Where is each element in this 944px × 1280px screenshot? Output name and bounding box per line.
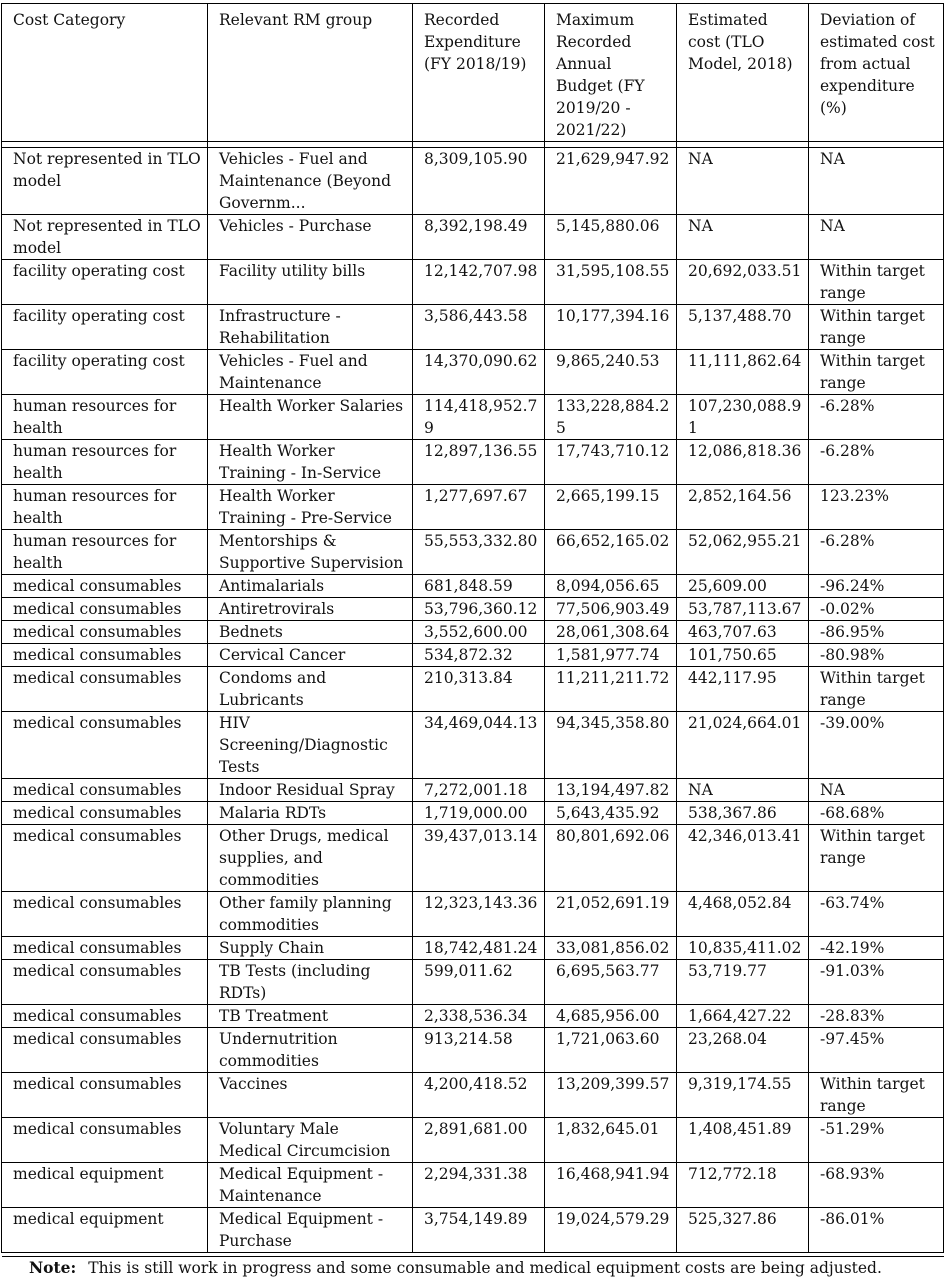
cell-rm-group: Supply Chain	[208, 937, 413, 960]
cell-rm-group: Medical Equipment - Purchase	[208, 1208, 413, 1253]
cost-table	[1, 3, 944, 1253]
cell-rm-group: Infrastructure - Rehabilitation	[208, 305, 413, 350]
table-row	[2, 644, 944, 667]
cell-deviation: -86.95%	[809, 621, 944, 644]
cell-max-budget: 16,468,941.94	[545, 1163, 677, 1208]
header-estimated-cost: Estimated cost (TLO Model, 2018)	[677, 4, 809, 142]
cell-deviation: -0.02%	[809, 598, 944, 621]
cell-estimated-cost: 9,319,174.55	[677, 1073, 809, 1118]
cell-cost-category: human resources for health	[2, 440, 208, 485]
cell-deviation: -28.83%	[809, 1005, 944, 1028]
cell-cost-category: medical consumables	[2, 598, 208, 621]
cell-deviation: -91.03%	[809, 960, 944, 1005]
cell-cost-category: medical consumables	[2, 937, 208, 960]
cell-max-budget: 5,145,880.06	[545, 215, 677, 260]
cell-cost-category: medical consumables	[2, 825, 208, 892]
cell-deviation: Within target range	[809, 260, 944, 305]
cell-recorded-expenditure: 12,142,707.98	[413, 260, 545, 305]
header-deviation: Deviation of estimated cost from actual expenditure (%)	[809, 4, 944, 142]
cell-deviation: -6.28%	[809, 395, 944, 440]
cell-deviation: Within target range	[809, 825, 944, 892]
cell-deviation: -6.28%	[809, 440, 944, 485]
cell-max-budget: 133,228,884.25	[545, 395, 677, 440]
cell-estimated-cost: 712,772.18	[677, 1163, 809, 1208]
cell-cost-category: medical equipment	[2, 1163, 208, 1208]
cell-cost-category: medical consumables	[2, 892, 208, 937]
cell-max-budget: 5,643,435.92	[545, 802, 677, 825]
header-recorded-expenditure: Recorded Expenditure (FY 2018/19)	[413, 4, 545, 142]
cell-rm-group: Other Drugs, medical supplies, and commodities	[208, 825, 413, 892]
cell-recorded-expenditure: 12,323,143.36	[413, 892, 545, 937]
table-row	[2, 712, 944, 779]
cell-estimated-cost: 525,327.86	[677, 1208, 809, 1253]
cell-max-budget: 13,209,399.57	[545, 1073, 677, 1118]
table-row	[2, 260, 944, 305]
cell-rm-group: Medical Equipment - Maintenance	[208, 1163, 413, 1208]
cell-cost-category: medical consumables	[2, 621, 208, 644]
cell-recorded-expenditure: 599,011.62	[413, 960, 545, 1005]
cell-deviation: -86.01%	[809, 1208, 944, 1253]
cell-rm-group: Vehicles - Fuel and Maintenance	[208, 350, 413, 395]
cell-max-budget: 80,801,692.06	[545, 825, 677, 892]
cell-deviation: Within target range	[809, 350, 944, 395]
note-label: Note:	[29, 1258, 77, 1277]
cell-max-budget: 9,865,240.53	[545, 350, 677, 395]
cell-cost-category: medical equipment	[2, 1208, 208, 1253]
cell-cost-category: medical consumables	[2, 802, 208, 825]
cell-estimated-cost: 23,268.04	[677, 1028, 809, 1073]
table-row	[2, 1208, 944, 1253]
table-note	[29, 1258, 882, 1277]
cell-cost-category: medical consumables	[2, 644, 208, 667]
cell-deviation: -97.45%	[809, 1028, 944, 1073]
cell-estimated-cost: 11,111,862.64	[677, 350, 809, 395]
cell-rm-group: TB Tests (including RDTs)	[208, 960, 413, 1005]
cell-deviation: -68.68%	[809, 802, 944, 825]
table-row	[2, 1118, 944, 1163]
cell-estimated-cost: 42,346,013.41	[677, 825, 809, 892]
cell-deviation: NA	[809, 779, 944, 802]
cell-cost-category: medical consumables	[2, 575, 208, 598]
cell-deviation: -80.98%	[809, 644, 944, 667]
cell-rm-group: Cervical Cancer	[208, 644, 413, 667]
cell-recorded-expenditure: 7,272,001.18	[413, 779, 545, 802]
cell-recorded-expenditure: 12,897,136.55	[413, 440, 545, 485]
cell-rm-group: Vehicles - Purchase	[208, 215, 413, 260]
cell-estimated-cost: 25,609.00	[677, 575, 809, 598]
cell-deviation: NA	[809, 215, 944, 260]
cell-recorded-expenditure: 8,392,198.49	[413, 215, 545, 260]
table-row	[2, 485, 944, 530]
header-rm-group: Relevant RM group	[208, 4, 413, 142]
note-text: This is still work in progress and some consumable and medical equipment costs are being adjusted.	[88, 1259, 882, 1277]
cell-estimated-cost: 442,117.95	[677, 667, 809, 712]
cell-cost-category: medical consumables	[2, 1005, 208, 1028]
cell-estimated-cost: 53,719.77	[677, 960, 809, 1005]
cell-max-budget: 13,194,497.82	[545, 779, 677, 802]
cell-rm-group: Antiretrovirals	[208, 598, 413, 621]
cell-max-budget: 77,506,903.49	[545, 598, 677, 621]
table-row	[2, 148, 944, 215]
cell-recorded-expenditure: 913,214.58	[413, 1028, 545, 1073]
header-cost-category: Cost Category	[2, 4, 208, 142]
table-row	[2, 440, 944, 485]
table-row	[2, 937, 944, 960]
cell-estimated-cost: 12,086,818.36	[677, 440, 809, 485]
cell-max-budget: 66,652,165.02	[545, 530, 677, 575]
table-row	[2, 1163, 944, 1208]
cell-rm-group: Health Worker Training - Pre-Service	[208, 485, 413, 530]
cell-rm-group: Antimalarials	[208, 575, 413, 598]
cell-rm-group: Mentorships & Supportive Supervision	[208, 530, 413, 575]
cell-recorded-expenditure: 55,553,332.80	[413, 530, 545, 575]
cell-max-budget: 33,081,856.02	[545, 937, 677, 960]
cell-max-budget: 6,695,563.77	[545, 960, 677, 1005]
table-row	[2, 575, 944, 598]
cell-recorded-expenditure: 39,437,013.14	[413, 825, 545, 892]
cell-estimated-cost: NA	[677, 148, 809, 215]
cell-rm-group: Vaccines	[208, 1073, 413, 1118]
cell-deviation: -63.74%	[809, 892, 944, 937]
cell-deviation: -6.28%	[809, 530, 944, 575]
cell-estimated-cost: 52,062,955.21	[677, 530, 809, 575]
cell-rm-group: Malaria RDTs	[208, 802, 413, 825]
table-row	[2, 825, 944, 892]
cell-rm-group: Undernutrition commodities	[208, 1028, 413, 1073]
table-row	[2, 1028, 944, 1073]
cell-recorded-expenditure: 114,418,952.79	[413, 395, 545, 440]
cell-recorded-expenditure: 210,313.84	[413, 667, 545, 712]
cell-estimated-cost: 4,468,052.84	[677, 892, 809, 937]
cell-max-budget: 94,345,358.80	[545, 712, 677, 779]
cell-cost-category: medical consumables	[2, 1028, 208, 1073]
cell-cost-category: medical consumables	[2, 1073, 208, 1118]
cell-recorded-expenditure: 1,719,000.00	[413, 802, 545, 825]
table-row	[2, 530, 944, 575]
cell-deviation: Within target range	[809, 1073, 944, 1118]
cell-max-budget: 11,211,211.72	[545, 667, 677, 712]
cell-recorded-expenditure: 34,469,044.13	[413, 712, 545, 779]
cell-estimated-cost: 20,692,033.51	[677, 260, 809, 305]
cell-max-budget: 28,061,308.64	[545, 621, 677, 644]
cell-estimated-cost: NA	[677, 215, 809, 260]
cell-estimated-cost: 21,024,664.01	[677, 712, 809, 779]
cell-estimated-cost: 1,408,451.89	[677, 1118, 809, 1163]
cell-cost-category: facility operating cost	[2, 305, 208, 350]
cell-recorded-expenditure: 8,309,105.90	[413, 148, 545, 215]
cell-cost-category: human resources for health	[2, 485, 208, 530]
cell-cost-category: facility operating cost	[2, 350, 208, 395]
cell-deviation: Within target range	[809, 305, 944, 350]
cell-max-budget: 8,094,056.65	[545, 575, 677, 598]
cell-max-budget: 1,581,977.74	[545, 644, 677, 667]
cell-rm-group: Health Worker Salaries	[208, 395, 413, 440]
cell-recorded-expenditure: 3,586,443.58	[413, 305, 545, 350]
cell-recorded-expenditure: 3,754,149.89	[413, 1208, 545, 1253]
cell-estimated-cost: 2,852,164.56	[677, 485, 809, 530]
table-row	[2, 215, 944, 260]
table-row	[2, 598, 944, 621]
cell-estimated-cost: 53,787,113.67	[677, 598, 809, 621]
cell-rm-group: Facility utility bills	[208, 260, 413, 305]
cell-max-budget: 21,052,691.19	[545, 892, 677, 937]
cell-recorded-expenditure: 53,796,360.12	[413, 598, 545, 621]
cell-max-budget: 4,685,956.00	[545, 1005, 677, 1028]
cell-rm-group: Bednets	[208, 621, 413, 644]
table-row	[2, 667, 944, 712]
cell-cost-category: medical consumables	[2, 960, 208, 1005]
cell-recorded-expenditure: 681,848.59	[413, 575, 545, 598]
cell-recorded-expenditure: 1,277,697.67	[413, 485, 545, 530]
cell-recorded-expenditure: 3,552,600.00	[413, 621, 545, 644]
table-row	[2, 892, 944, 937]
cell-max-budget: 19,024,579.29	[545, 1208, 677, 1253]
table-bottom-rule	[2, 1256, 944, 1257]
cell-recorded-expenditure: 2,338,536.34	[413, 1005, 545, 1028]
cell-max-budget: 31,595,108.55	[545, 260, 677, 305]
table-row	[2, 621, 944, 644]
cell-deviation: -96.24%	[809, 575, 944, 598]
cell-cost-category: human resources for health	[2, 530, 208, 575]
cell-rm-group: Condoms and Lubricants	[208, 667, 413, 712]
cell-deviation: -51.29%	[809, 1118, 944, 1163]
cell-cost-category: medical consumables	[2, 1118, 208, 1163]
cell-deviation: -42.19%	[809, 937, 944, 960]
table-row	[2, 960, 944, 1005]
cell-deviation: NA	[809, 148, 944, 215]
cell-rm-group: Health Worker Training - In-Service	[208, 440, 413, 485]
cell-recorded-expenditure: 18,742,481.24	[413, 937, 545, 960]
cell-deviation: -68.93%	[809, 1163, 944, 1208]
cell-cost-category: Not represented in TLO model	[2, 148, 208, 215]
table-row	[2, 395, 944, 440]
cell-deviation: Within target range	[809, 667, 944, 712]
table-row	[2, 779, 944, 802]
cell-max-budget: 17,743,710.12	[545, 440, 677, 485]
table-row	[2, 1005, 944, 1028]
cell-estimated-cost: 1,664,427.22	[677, 1005, 809, 1028]
cell-max-budget: 10,177,394.16	[545, 305, 677, 350]
cell-cost-category: facility operating cost	[2, 260, 208, 305]
cell-rm-group: TB Treatment	[208, 1005, 413, 1028]
cell-deviation: 123.23%	[809, 485, 944, 530]
table-header-row	[2, 4, 944, 142]
cell-recorded-expenditure: 2,891,681.00	[413, 1118, 545, 1163]
cell-cost-category: Not represented in TLO model	[2, 215, 208, 260]
cell-recorded-expenditure: 2,294,331.38	[413, 1163, 545, 1208]
cell-recorded-expenditure: 4,200,418.52	[413, 1073, 545, 1118]
table-body	[2, 148, 944, 1253]
cell-estimated-cost: 107,230,088.91	[677, 395, 809, 440]
cell-rm-group: HIV Screening/Diagnostic Tests	[208, 712, 413, 779]
cell-cost-category: medical consumables	[2, 779, 208, 802]
cell-estimated-cost: 538,367.86	[677, 802, 809, 825]
table-top-rule	[2, 3, 944, 4]
table-row	[2, 802, 944, 825]
cell-cost-category: medical consumables	[2, 667, 208, 712]
cell-recorded-expenditure: 14,370,090.62	[413, 350, 545, 395]
cell-estimated-cost: 463,707.63	[677, 621, 809, 644]
cell-cost-category: human resources for health	[2, 395, 208, 440]
cell-rm-group: Other family planning commodities	[208, 892, 413, 937]
table-row	[2, 350, 944, 395]
table-row	[2, 305, 944, 350]
cell-estimated-cost: 5,137,488.70	[677, 305, 809, 350]
cell-max-budget: 2,665,199.15	[545, 485, 677, 530]
cell-estimated-cost: 10,835,411.02	[677, 937, 809, 960]
cell-max-budget: 21,629,947.92	[545, 148, 677, 215]
cell-max-budget: 1,721,063.60	[545, 1028, 677, 1073]
cell-estimated-cost: NA	[677, 779, 809, 802]
cell-rm-group: Vehicles - Fuel and Maintenance (Beyond Governm...	[208, 148, 413, 215]
cell-max-budget: 1,832,645.01	[545, 1118, 677, 1163]
cell-estimated-cost: 101,750.65	[677, 644, 809, 667]
cell-cost-category: medical consumables	[2, 712, 208, 779]
cell-rm-group: Indoor Residual Spray	[208, 779, 413, 802]
cell-recorded-expenditure: 534,872.32	[413, 644, 545, 667]
table-row	[2, 1073, 944, 1118]
header-max-budget: Maximum Recorded Annual Budget (FY 2019/20 - 2021/22)	[545, 4, 677, 142]
cost-table-container	[1, 3, 943, 1253]
cell-rm-group: Voluntary Male Medical Circumcision	[208, 1118, 413, 1163]
cell-deviation: -39.00%	[809, 712, 944, 779]
